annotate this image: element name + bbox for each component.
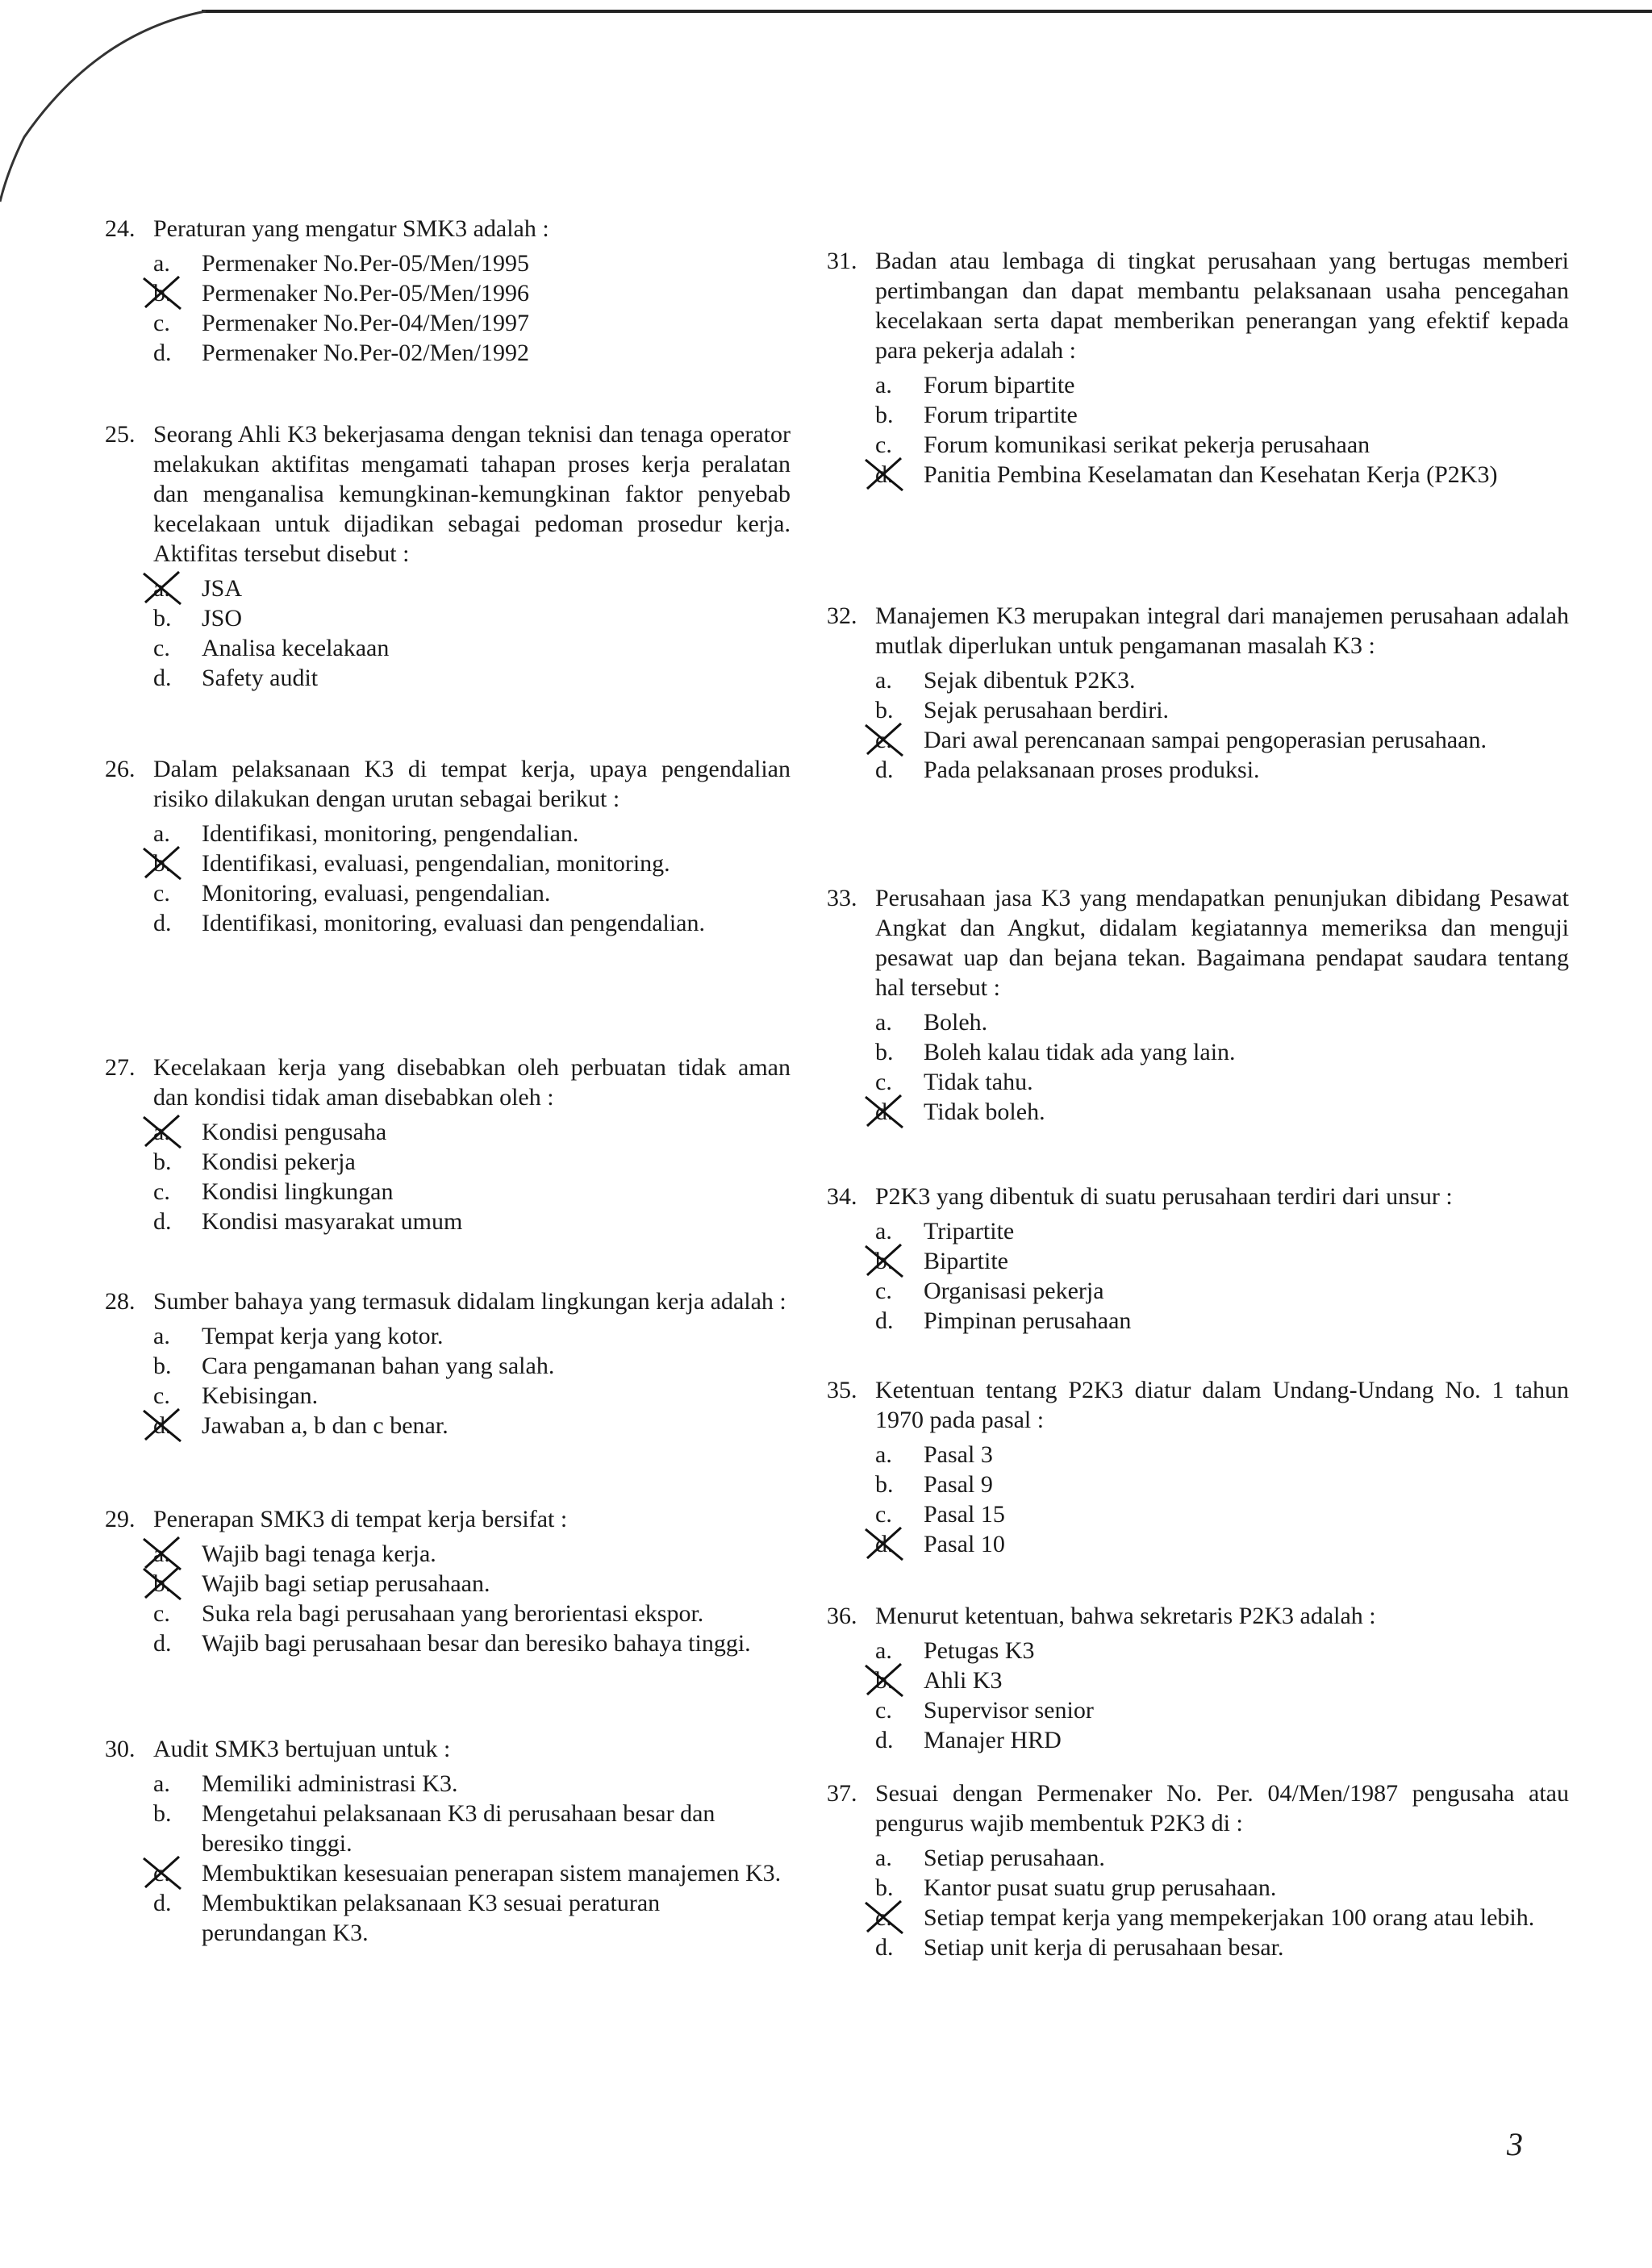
option-text: Setiap unit kerja di perusahaan besar. (924, 1934, 1284, 1961)
option-letter: a. (875, 1009, 892, 1036)
answer-option (153, 248, 791, 278)
option-text: Monitoring, evaluasi, pengendalian. (202, 880, 551, 907)
question-32 (827, 601, 1569, 785)
option-letter: b. (153, 1800, 172, 1827)
answer-option (875, 665, 1569, 695)
option-text: Organisasi pekerja (924, 1278, 1104, 1304)
question-number: 29. (105, 1506, 136, 1532)
scan-edge-top (202, 10, 1652, 13)
option-text: Tripartite (924, 1218, 1015, 1244)
option-letter: c. (875, 432, 892, 458)
option-text: Permenaker No.Per-04/Men/1997 (202, 310, 529, 336)
option-letter: a. (875, 372, 892, 398)
answer-option (153, 1321, 791, 1351)
option-text: Forum tripartite (924, 402, 1078, 428)
page-number: 3 (1507, 2126, 1523, 2162)
answer-option (153, 1207, 791, 1236)
answer-option (153, 1539, 791, 1569)
answer-option (875, 400, 1569, 430)
question-number: 34. (827, 1183, 857, 1210)
answer-option (875, 1725, 1569, 1755)
option-letter: b. (875, 1039, 894, 1065)
answer-option (875, 1873, 1569, 1903)
option-letter: c. (875, 727, 892, 753)
question-31 (827, 246, 1569, 490)
option-letter: c. (153, 635, 170, 661)
option-list (153, 1321, 791, 1440)
option-text: Kondisi masyarakat umum (202, 1208, 463, 1235)
answer-option (875, 1097, 1569, 1127)
option-letter: d. (153, 340, 172, 366)
question-text: Peraturan yang mengatur SMK3 adalah : (153, 215, 549, 242)
answer-option (153, 1411, 791, 1440)
option-text: Setiap perusahaan. (924, 1845, 1105, 1871)
question-29 (105, 1504, 791, 1658)
answer-option (153, 1177, 791, 1207)
question-34 (827, 1182, 1569, 1336)
question-text: Penerapan SMK3 di tempat kerja bersifat : (153, 1506, 568, 1532)
question-number: 30. (105, 1736, 136, 1762)
option-list (153, 1539, 791, 1658)
question-text: Perusahaan jasa K3 yang mendapatkan penunjukan dibidang Pesawat Angkat dan Angkut, didalam kegiatannya memeriksa dan menguji pesawat uap dan bejana tekan. Bagaimana pendapat saudara tentang hal tersebut : (875, 885, 1569, 1001)
option-list (153, 573, 791, 693)
question-text: Kecelakaan kerja yang disebabkan oleh perbuatan tidak aman dan kondisi tidak aman disebabkan oleh : (153, 1054, 791, 1111)
answer-option (875, 725, 1569, 755)
answer-option (875, 1067, 1569, 1097)
option-text: Panitia Pembina Keselamatan dan Kesehatan Kerja (P2K3) (924, 461, 1498, 488)
option-letter: d. (875, 757, 894, 783)
option-text: Forum komunikasi serikat pekerja perusahaan (924, 432, 1370, 458)
option-list (875, 1216, 1569, 1336)
option-letter: d. (875, 1531, 894, 1557)
question-26 (105, 754, 791, 938)
answer-option (153, 1351, 791, 1381)
answer-option (875, 460, 1569, 490)
question-number: 24. (105, 215, 136, 242)
option-text: Kebisingan. (202, 1382, 319, 1409)
option-letter: a. (875, 667, 892, 694)
option-text: Pada pelaksanaan proses produksi. (924, 757, 1260, 783)
option-text: Cara pengamanan bahan yang salah. (202, 1353, 555, 1379)
question-28 (105, 1286, 791, 1440)
option-letter: d. (875, 1307, 894, 1334)
option-letter: a. (153, 1323, 170, 1349)
question-33 (827, 883, 1569, 1127)
option-text: Kondisi lingkungan (202, 1178, 394, 1205)
option-letter: c. (153, 1600, 170, 1627)
option-text: JSA (202, 575, 243, 602)
answer-option (875, 1276, 1569, 1306)
option-letter: c. (875, 1069, 892, 1095)
option-text: Tidak tahu. (924, 1069, 1033, 1095)
option-text: Identifikasi, monitoring, evaluasi dan pengendalian. (202, 910, 705, 936)
option-letter: b. (153, 280, 172, 306)
option-text: Pasal 3 (924, 1441, 993, 1468)
answer-option (875, 1037, 1569, 1067)
option-text: Memiliki administrasi K3. (202, 1770, 458, 1797)
answer-option (153, 1769, 791, 1799)
option-letter: d. (875, 1934, 894, 1961)
question-number: 37. (827, 1780, 857, 1807)
option-text: Pimpinan perusahaan (924, 1307, 1132, 1334)
question-text: Sesuai dengan Permenaker No. Per. 04/Men/1987 pengusaha atau pengurus wajib membentuk P2K3 di : (875, 1780, 1569, 1836)
option-letter: a. (875, 1845, 892, 1871)
scan-edge-curve (0, 0, 210, 242)
option-letter: c. (875, 1501, 892, 1528)
option-letter: a. (875, 1218, 892, 1244)
option-letter: c. (153, 1860, 170, 1887)
answer-option (153, 1628, 791, 1658)
option-letter: b. (153, 1570, 172, 1597)
question-text: Manajemen K3 merupakan integral dari manajemen perusahaan adalah mutlak diperlukan untuk pengamanan masalah K3 : (875, 602, 1569, 659)
question-text: Badan atau lembaga di tingkat perusahaan yang bertugas memberi pertimbangan dan dapat membantu pelaksanaan usaha pencegahan kecelakaan serta dapat memberikan penerangan yang efektif kepada para pekerja adalah : (875, 248, 1569, 364)
question-number: 32. (827, 602, 857, 629)
option-list (875, 1007, 1569, 1127)
option-text: JSO (202, 605, 243, 632)
question-text: Sumber bahaya yang termasuk didalam lingkungan kerja adalah : (153, 1288, 786, 1315)
answer-option (153, 1888, 791, 1948)
question-text: P2K3 yang dibentuk di suatu perusahaan terdiri dari unsur : (875, 1183, 1453, 1210)
question-text: Audit SMK3 bertujuan untuk : (153, 1736, 451, 1762)
option-list (153, 819, 791, 938)
option-text: Boleh. (924, 1009, 988, 1036)
answer-option (153, 1599, 791, 1628)
answer-option (153, 338, 791, 368)
option-text: Pasal 15 (924, 1501, 1005, 1528)
option-letter: a. (153, 1770, 170, 1797)
option-list (153, 1769, 791, 1948)
option-text: Forum bipartite (924, 372, 1075, 398)
option-text: Membuktikan pelaksanaan K3 sesuai peraturan perundangan K3. (202, 1890, 661, 1946)
answer-option (153, 1117, 791, 1147)
option-letter: d. (153, 1412, 172, 1439)
question-37 (827, 1778, 1569, 1962)
option-text: Ahli K3 (924, 1667, 1003, 1694)
option-text: Dari awal perencanaan sampai pengoperasian perusahaan. (924, 727, 1487, 753)
option-text: Sejak dibentuk P2K3. (924, 667, 1136, 694)
option-letter: d. (153, 1630, 172, 1657)
option-letter: b. (875, 1667, 894, 1694)
option-text: Permenaker No.Per-05/Men/1995 (202, 250, 529, 277)
question-text: Ketentuan tentang P2K3 diatur dalam Undang-Undang No. 1 tahun 1970 pada pasal : (875, 1377, 1569, 1433)
option-letter: c. (153, 880, 170, 907)
option-list (875, 1440, 1569, 1559)
option-list (875, 370, 1569, 490)
option-text: Safety audit (202, 665, 319, 691)
option-list (875, 1636, 1569, 1755)
option-text: Pasal 9 (924, 1471, 993, 1498)
option-text: Petugas K3 (924, 1637, 1035, 1664)
question-number: 33. (827, 885, 857, 911)
option-letter: b. (153, 605, 172, 632)
question-27 (105, 1053, 791, 1236)
option-letter: c. (153, 1178, 170, 1205)
option-letter: c. (153, 310, 170, 336)
option-letter: b. (153, 850, 172, 877)
answer-option (153, 908, 791, 938)
option-text: Supervisor senior (924, 1697, 1094, 1724)
option-letter: b. (875, 402, 894, 428)
option-text: Tempat kerja yang kotor. (202, 1323, 444, 1349)
question-text: Dalam pelaksanaan K3 di tempat kerja, upaya pengendalian risiko dilakukan dengan urutan sebagai berikut : (153, 756, 791, 812)
answer-option (153, 1381, 791, 1411)
option-list (875, 665, 1569, 785)
option-text: Membuktikan kesesuaian penerapan sistem manajemen K3. (202, 1860, 782, 1887)
option-text: Bipartite (924, 1248, 1008, 1274)
option-list (153, 248, 791, 368)
answer-option (153, 819, 791, 848)
option-letter: d. (153, 910, 172, 936)
option-letter: b. (153, 1353, 172, 1379)
answer-option (153, 278, 791, 308)
answer-option (153, 573, 791, 603)
option-letter: d. (153, 665, 172, 691)
option-letter: d. (875, 1727, 894, 1753)
answer-option (153, 848, 791, 878)
option-letter: b. (875, 1471, 894, 1498)
option-text: Identifikasi, monitoring, pengendalian. (202, 820, 579, 847)
answer-option (153, 878, 791, 908)
answer-option (153, 1147, 791, 1177)
question-35 (827, 1375, 1569, 1559)
question-24 (105, 214, 791, 368)
question-25 (105, 419, 791, 693)
answer-option (153, 1858, 791, 1888)
answer-option (875, 1499, 1569, 1529)
question-36 (827, 1601, 1569, 1755)
option-letter: b. (875, 1248, 894, 1274)
option-letter: a. (153, 575, 170, 602)
option-letter: c. (875, 1904, 892, 1931)
answer-option (875, 430, 1569, 460)
option-letter: c. (875, 1278, 892, 1304)
option-text: Wajib bagi tenaga kerja. (202, 1540, 436, 1567)
option-letter: c. (875, 1697, 892, 1724)
question-number: 35. (827, 1377, 857, 1403)
answer-option (875, 1529, 1569, 1559)
answer-option (875, 1932, 1569, 1962)
answer-option (875, 1666, 1569, 1695)
answer-option (875, 1246, 1569, 1276)
option-text: Tidak boleh. (924, 1099, 1045, 1125)
option-letter: a. (875, 1441, 892, 1468)
option-list (875, 1843, 1569, 1962)
answer-option (153, 1799, 791, 1858)
answer-option (153, 1569, 791, 1599)
option-text: Suka rela bagi perusahaan yang berorientasi ekspor. (202, 1600, 704, 1627)
question-number: 36. (827, 1603, 857, 1629)
question-number: 27. (105, 1054, 136, 1081)
option-text: Jawaban a, b dan c benar. (202, 1412, 448, 1439)
option-text: Pasal 10 (924, 1531, 1005, 1557)
option-text: Kondisi pengusaha (202, 1119, 387, 1145)
answer-option (875, 1843, 1569, 1873)
answer-option (875, 1216, 1569, 1246)
option-letter: d. (875, 1099, 894, 1125)
option-letter: d. (153, 1208, 172, 1235)
option-letter: a. (153, 820, 170, 847)
answer-option (875, 1470, 1569, 1499)
option-letter: b. (875, 697, 894, 723)
answer-option (875, 1636, 1569, 1666)
option-letter: a. (153, 1540, 170, 1567)
option-letter: a. (153, 1119, 170, 1145)
question-text: Menurut ketentuan, bahwa sekretaris P2K3 adalah : (875, 1603, 1376, 1629)
answer-option (875, 370, 1569, 400)
question-text: Seorang Ahli K3 bekerjasama dengan teknisi dan tenaga operator melakukan aktifitas mengamati tahapan proses kerja peralatan dan menganalisa kemungkinan-kemungkinan faktor penyebab kecelakaan untuk dijadikan sebagai pedoman prosedur kerja. Aktifitas tersebut disebut : (153, 421, 791, 567)
option-text: Manajer HRD (924, 1727, 1062, 1753)
option-text: Setiap tempat kerja yang mempekerjakan 100 orang atau lebih. (924, 1904, 1535, 1931)
option-text: Kantor pusat suatu grup perusahaan. (924, 1874, 1277, 1901)
option-text: Wajib bagi perusahaan besar dan beresiko bahaya tinggi. (202, 1630, 751, 1657)
option-text: Sejak perusahaan berdiri. (924, 697, 1170, 723)
option-text: Mengetahui pelaksanaan K3 di perusahaan besar dan beresiko tinggi. (202, 1800, 715, 1857)
question-number: 25. (105, 421, 136, 448)
option-letter: d. (153, 1890, 172, 1916)
answer-option (153, 663, 791, 693)
question-number: 28. (105, 1288, 136, 1315)
option-text: Boleh kalau tidak ada yang lain. (924, 1039, 1236, 1065)
answer-option (875, 695, 1569, 725)
answer-option (153, 633, 791, 663)
option-text: Analisa kecelakaan (202, 635, 390, 661)
answer-option (875, 1007, 1569, 1037)
answer-option (875, 1440, 1569, 1470)
option-text: Permenaker No.Per-02/Men/1992 (202, 340, 529, 366)
option-letter: a. (153, 250, 170, 277)
answer-option (875, 1306, 1569, 1336)
option-text: Identifikasi, evaluasi, pengendalian, monitoring. (202, 850, 670, 877)
option-list (153, 1117, 791, 1236)
option-text: Kondisi pekerja (202, 1149, 356, 1175)
answer-option (875, 1695, 1569, 1725)
question-number: 26. (105, 756, 136, 782)
option-letter: c. (153, 1382, 170, 1409)
option-letter: d. (875, 461, 894, 488)
option-letter: b. (875, 1874, 894, 1901)
answer-option (875, 1903, 1569, 1932)
question-number: 31. (827, 248, 857, 274)
answer-option (153, 603, 791, 633)
option-letter: a. (875, 1637, 892, 1664)
option-text: Permenaker No.Per-05/Men/1996 (202, 280, 529, 306)
answer-option (153, 308, 791, 338)
question-30 (105, 1734, 791, 1948)
option-letter: b. (153, 1149, 172, 1175)
option-text: Wajib bagi setiap perusahaan. (202, 1570, 490, 1597)
answer-option (875, 755, 1569, 785)
